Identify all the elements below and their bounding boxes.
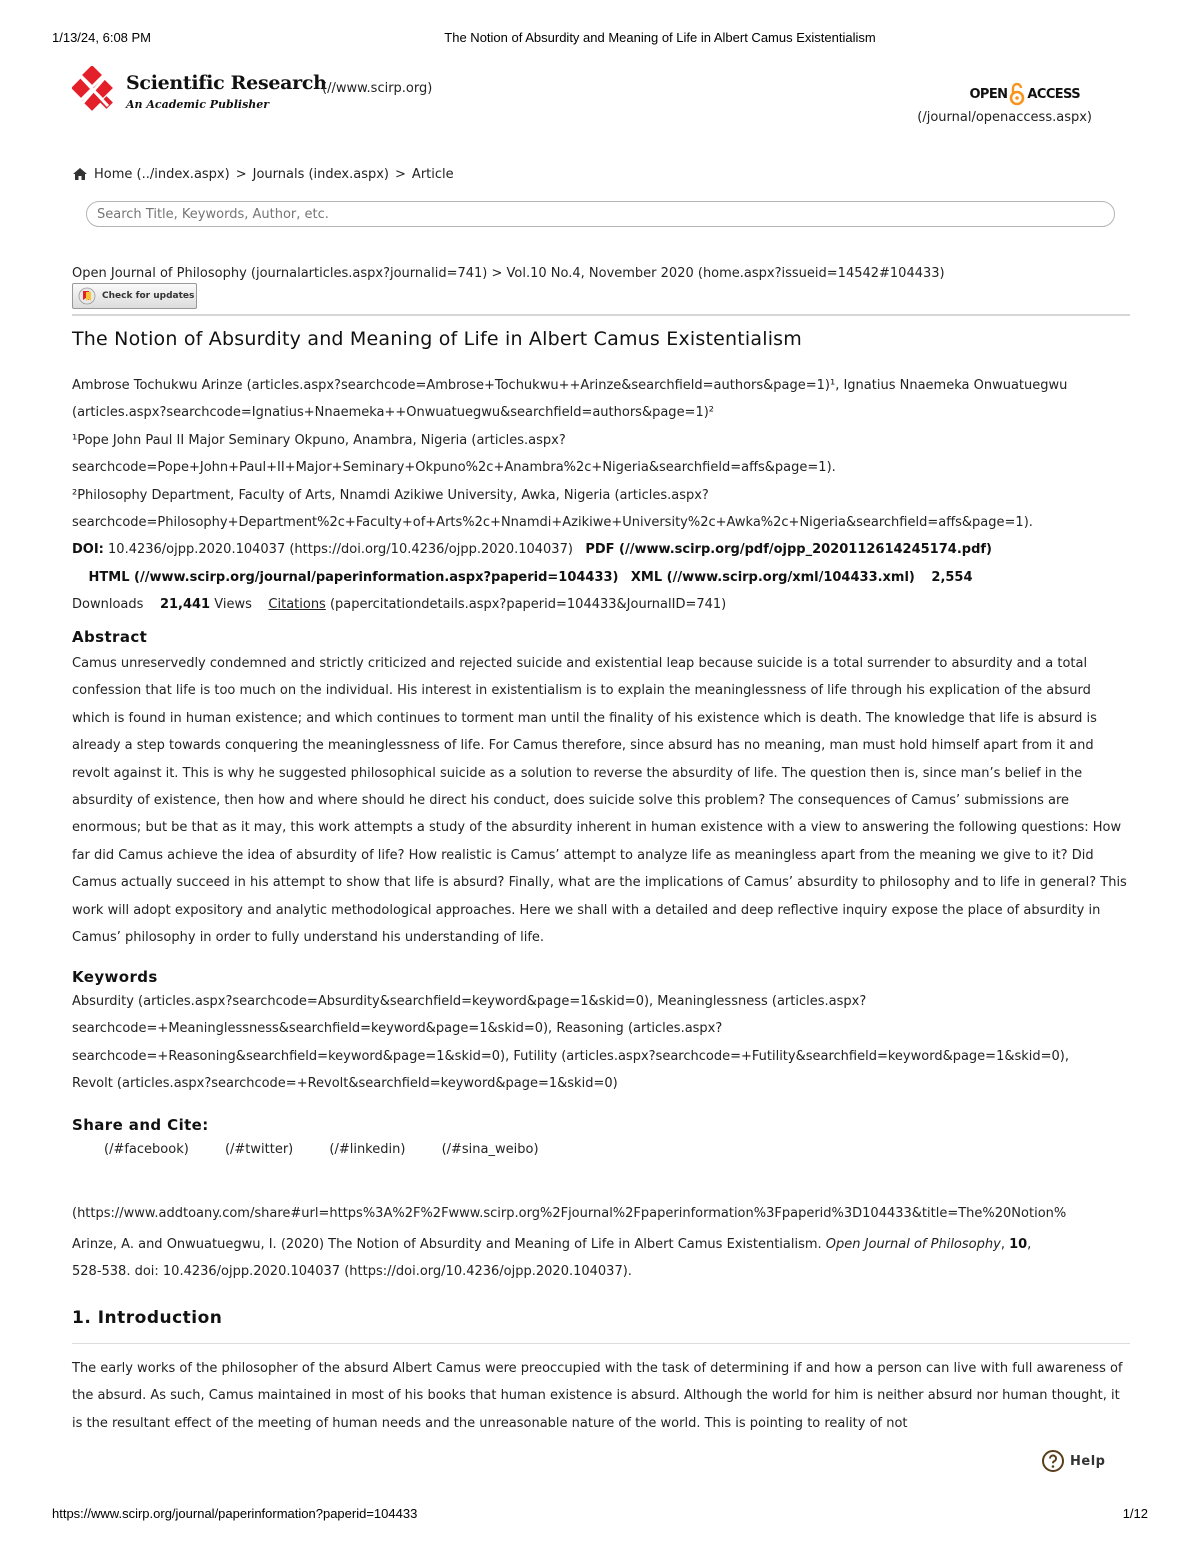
open-access-link[interactable]: (/journal/openaccess.aspx)	[917, 110, 1092, 125]
keywords-section	[72, 968, 1147, 1098]
affiliation-line[interactable]: searchcode=Pope+John+Paul+II+Major+Seminary+Okpuno%2c+Anambra%2c+Nigeria&searchfield=affs&page=1).	[72, 460, 836, 476]
share-facebook-link[interactable]: (/#facebook)	[104, 1142, 189, 1157]
citation-sep: ,	[1000, 1237, 1010, 1252]
breadcrumb	[72, 162, 454, 186]
doi-link[interactable]: 10.4236/ojpp.2020.104037 (https://doi.org/10.4236/ojpp.2020.104037)	[108, 542, 573, 558]
introduction-text: The early works of the philosopher of the absurd Albert Camus were preoccupied with the task of determining if and how a person can live with full awareness of the absurd. As such, Camus maintained in most of his books that human existence is absurd. Although the world for him is neither absurd nor human thought, it is the resultant effect of the meeting of human needs and the unreasonable nature of the world. This is pointing to reality of not	[72, 1361, 1123, 1431]
affiliation-line[interactable]: ²Philosophy Department, Faculty of Arts, Nnamdi Azikiwe University, Awka, Nigeria (articles.aspx?	[72, 487, 709, 503]
xml-link[interactable]: XML (//www.scirp.org/xml/104433.xml)	[630, 569, 915, 585]
open-access-badge[interactable]	[969, 80, 1080, 108]
affiliation-line[interactable]: searchcode=Philosophy+Department%2c+Faculty+of+Arts%2c+Nnamdi+Azikiwe+University%2c+Awka%2c+Nigeria&searchfield=affs&page=1).	[72, 514, 1033, 530]
citation-line	[72, 1231, 1147, 1258]
print-page-number: 1/12	[1122, 1506, 1148, 1521]
help-label: Help	[1070, 1453, 1106, 1469]
print-datetime: 1/13/24, 6:08 PM	[52, 30, 152, 45]
open-access-left: OPEN	[969, 86, 1008, 102]
views-label: Views	[214, 597, 252, 613]
affiliation-line[interactable]: ¹Pope John Paul II Major Seminary Okpuno, Anambra, Nigeria (articles.aspx?	[72, 432, 566, 448]
print-header	[52, 30, 1148, 50]
share-links	[104, 1138, 571, 1162]
check-updates-label: Check for updates	[102, 291, 195, 301]
check-for-updates-button[interactable]	[72, 283, 197, 309]
keywords-line[interactable]: Absurdity (articles.aspx?searchcode=Absurdity&searchfield=keyword&page=1&skid=0), Meaninglessness (articles.aspx?	[72, 994, 867, 1009]
article-title: The Notion of Absurdity and Meaning of Life in Albert Camus Existentialism	[72, 328, 802, 350]
citations-url[interactable]: (papercitationdetails.aspx?paperid=104433&JournalID=741)	[329, 597, 727, 613]
citation-comma: ,	[1027, 1237, 1032, 1252]
share-linkedin-link[interactable]: (/#linkedin)	[329, 1142, 406, 1157]
views-count: 21,441	[159, 597, 211, 613]
check-updates-icon	[78, 287, 96, 305]
introduction-heading: 1. Introduction	[72, 1308, 223, 1328]
share-heading: Share and Cite:	[72, 1116, 209, 1134]
downloads-label: Downloads	[72, 597, 144, 613]
stats-line	[72, 591, 1147, 618]
breadcrumb-journals[interactable]: Journals (index.aspx)	[252, 166, 390, 182]
share-weibo-link[interactable]: (/#sina_weibo)	[441, 1142, 539, 1157]
authors-line[interactable]: Ambrose Tochukwu Arinze (articles.aspx?searchcode=Ambrose+Tochukwu++Arinze&searchfield=authors&page=1)¹, Ignatius Nnaemeka Onwuatuegwu	[72, 378, 1068, 393]
doi-label: DOI:	[72, 542, 104, 558]
citations-link[interactable]: Citations	[268, 597, 326, 613]
citation-authors-title: Arinze, A. and Onwuatuegwu, I. (2020) The Notion of Absurdity and Meaning of Life in Albert Camus Existentialism.	[72, 1237, 826, 1252]
citation-block	[72, 1231, 1147, 1286]
abstract-text: Camus unreservedly condemned and strictly criticized and rejected suicide and existential leap because suicide is a total surrender to absurdity and a total confession that life is too much on the individual. His interest in existentialism is to explain the meaninglessness of life through his explication of the absurd which is found in human existence; and which continues to torment man until the finality of his existence which is death. The knowledge that life is absurd is already a step towards conquering the meaninglessness of life. For Camus therefore, since absurd has no meaning, man must hold himself apart from it and revolt against it. This is why he suggested philosophical suicide as a solution to reverse the absurdity of life. The question then is, since man’s belief in the absurdity of existence, then how and where should he direct his conduct, does suicide solve this problem? The consequences of Camus’ submissions are enormous; but be that as it may, this work attempts a study of the absurdity inherent in human existence with a view to answering the following questions: How far did Camus achieve the idea of absurdity of life? How realistic is Camus’ attempt to analyze life as meaningless apart from the meaning we give to it? Did Camus actually succeed in his attempt to show that life is absurd? Finally, what are the implications of Camus’ absurdity to philosophy and to life in general? This work will adopt expository and analytic methodological approaches. Here we shall with a detailed and deep reflective inquiry expose the place of absurdity in Camus’ philosophy in order to fully understand his understanding of life.	[72, 656, 1127, 946]
help-button[interactable]	[1042, 1450, 1105, 1472]
search-input[interactable]	[86, 201, 1115, 227]
scirp-logo-icon[interactable]	[72, 66, 118, 114]
open-access-right: ACCESS	[1027, 86, 1080, 102]
doi-pdf-line	[72, 536, 1147, 563]
journal-issue-line[interactable]: Open Journal of Philosophy (journalarticles.aspx?journalid=741) > Vol.10 No.4, November 2020 (home.aspx?issueid=14542#104433)	[72, 266, 945, 281]
share-section	[72, 1116, 1147, 1134]
addtoany-share-link[interactable]: (https://www.addtoany.com/share#url=https%3A%2F%2Fwww.scirp.org%2Fjournal%2Fpaperinformation%3Fpaperid%3D104433&title=The%20Notion%	[72, 1206, 1067, 1221]
publisher-link[interactable]: (//www.scirp.org)	[322, 81, 433, 96]
breadcrumb-separator: >	[235, 166, 247, 182]
abstract-section	[72, 628, 1147, 951]
breadcrumb-separator: >	[395, 166, 406, 182]
print-url: https://www.scirp.org/journal/paperinformation?paperid=104433	[52, 1506, 418, 1521]
html-xml-line	[72, 564, 1147, 591]
breadcrumb-home[interactable]: Home (../index.aspx)	[94, 166, 230, 182]
keywords-line[interactable]: searchcode=+Meaninglessness&searchfield=keyword&page=1&skid=0), Reasoning (articles.aspx?	[72, 1021, 723, 1037]
citation-doi-line[interactable]: 528-538. doi: 10.4236/ojpp.2020.104037 (https://doi.org/10.4236/ojpp.2020.104037).	[72, 1264, 632, 1280]
divider	[72, 1343, 1130, 1344]
html-link[interactable]: HTML (//www.scirp.org/journal/paperinformation.aspx?paperid=104433)	[88, 569, 619, 585]
home-icon	[72, 167, 88, 181]
open-lock-icon	[1009, 82, 1025, 106]
share-twitter-link[interactable]: (/#twitter)	[224, 1142, 294, 1157]
publisher-tagline: An Academic Publisher	[126, 98, 270, 111]
divider	[72, 314, 1130, 316]
publisher-name[interactable]: Scientific Research	[126, 72, 327, 94]
breadcrumb-current: Article	[411, 166, 454, 182]
help-icon	[1042, 1450, 1064, 1472]
site-header	[72, 66, 1132, 125]
authors-line[interactable]: (articles.aspx?searchcode=Ignatius+Nnaemeka++Onwuatuegwu&searchfield=authors&page=1)²	[72, 405, 715, 421]
citation-journal: Open Journal of Philosophy	[825, 1237, 1001, 1252]
pdf-link[interactable]: PDF (//www.scirp.org/pdf/ojpp_2020112614245174.pdf)	[585, 542, 992, 558]
article-meta	[72, 372, 1147, 619]
keywords-heading: Keywords	[72, 968, 158, 986]
abstract-heading: Abstract	[72, 628, 148, 646]
print-footer	[52, 1506, 1148, 1526]
keywords-line[interactable]: Revolt (articles.aspx?searchcode=+Revolt&searchfield=keyword&page=1&skid=0)	[72, 1076, 618, 1092]
keywords-line[interactable]: searchcode=+Reasoning&searchfield=keyword&page=1&skid=0), Futility (articles.aspx?searchcode=+Futility&searchfield=keyword&page=1&skid=0),	[72, 1048, 1070, 1064]
downloads-count: 2,554	[931, 569, 973, 585]
citation-volume: 10	[1009, 1237, 1028, 1252]
print-title: The Notion of Absurdity and Meaning of Life in Albert Camus Existentialism	[444, 30, 876, 45]
